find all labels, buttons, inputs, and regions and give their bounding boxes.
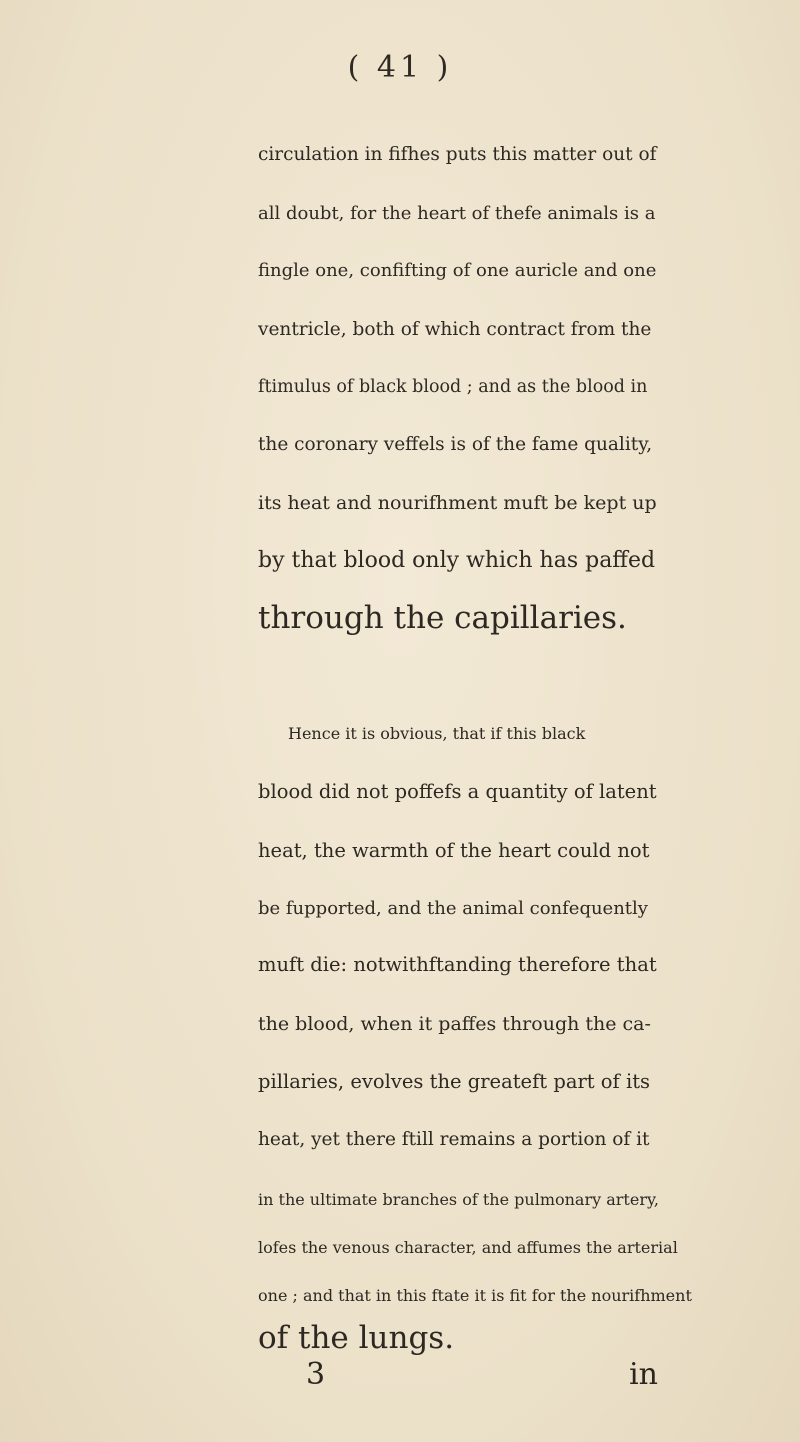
text-line: in the ultimate branches of the pulmonary artery, (258, 1190, 659, 1209)
text-line: Hence it is obvious, that if this black (288, 724, 586, 743)
text-line: heat, yet there ftill remains a portion of it (258, 1129, 650, 1150)
text-line: ventricle, both of which contract from the (258, 319, 652, 340)
catchword: in (629, 1357, 658, 1392)
text-line: the coronary veffels is of the fame quality, (258, 434, 653, 455)
text-line: blood did not poffefs a quantity of latent (258, 780, 657, 803)
page-number-header: ( 41 ) (347, 50, 453, 85)
text-line: through the capillaries. (258, 600, 627, 636)
text-line: be fupported, and the animal confequently (258, 898, 648, 919)
text-line: its heat and nourifhment muft be kept up (258, 492, 657, 514)
text-line: one ; and that in this ftate it is fit for the nourifhment (258, 1286, 692, 1305)
signature-mark: 3 (306, 1357, 326, 1392)
text-line: pillaries, evolves the greateft part of its (258, 1070, 651, 1093)
text-line: ftimulus of black blood ; and as the blood in (258, 377, 648, 397)
text-line: all doubt, for the heart of thefe animals is a (258, 203, 656, 224)
text-line: of the lungs. (258, 1320, 455, 1356)
text-line: by that blood only which has paffed (258, 548, 656, 573)
text-line: fingle one, confifting of one auricle and one (258, 260, 657, 281)
text-line: lofes the venous character, and affumes the arterial (258, 1238, 678, 1257)
page-footer (258, 1355, 658, 1395)
text-line: the blood, when it paffes through the ca- (258, 1013, 651, 1035)
text-line: circulation in fifhes puts this matter out of (258, 144, 657, 165)
text-line: muft die: notwithftanding therefore that (258, 953, 657, 976)
text-line: heat, the warmth of the heart could not (258, 839, 650, 862)
